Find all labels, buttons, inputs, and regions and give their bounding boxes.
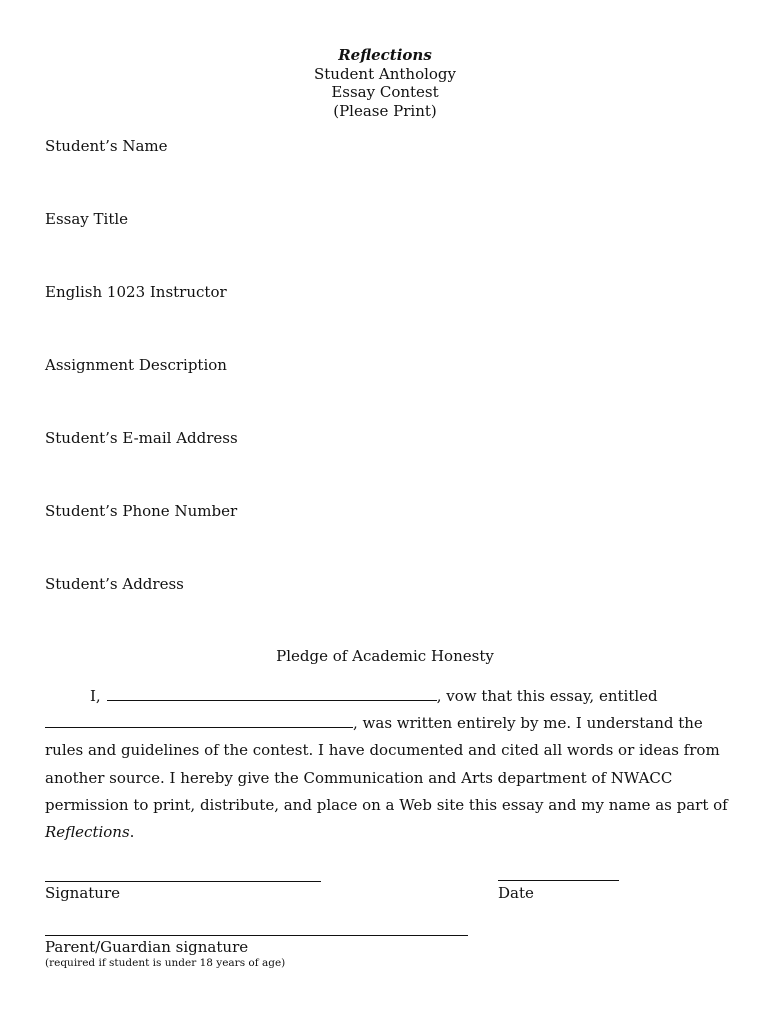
parent-signature-label: Parent/Guardian signature bbox=[45, 938, 249, 956]
email-label: Student’s E-mail Address bbox=[45, 429, 238, 447]
form-header bbox=[0, 46, 770, 120]
pledge-publication-name: Reflections bbox=[45, 823, 130, 842]
student-name-blank bbox=[107, 686, 437, 701]
assignment-description-label: Assignment Description bbox=[45, 356, 227, 374]
signature-label: Signature bbox=[45, 884, 121, 902]
form-subtitle-print: (Please Print) bbox=[333, 101, 437, 120]
pledge-vow-text: , vow that this essay, entitled bbox=[436, 687, 658, 705]
pledge-paragraph bbox=[45, 683, 735, 846]
pledge-i: I, bbox=[90, 687, 101, 705]
pledge-title: Pledge of Academic Honesty bbox=[276, 647, 494, 665]
pledge-written-text: , was written entirely by me. I understand the rules and guidelines of the contest. I have documented and cited all words or ideas from another source. I hereby give the Communication and Arts department of NWACC permission to print, distribute, and place on a Web site this essay and my name as part of bbox=[45, 714, 728, 814]
form-subtitle-anthology: Student Anthology bbox=[313, 64, 457, 83]
date-line bbox=[498, 880, 619, 881]
essay-title-label: Essay Title bbox=[45, 210, 129, 228]
date-label: Date bbox=[498, 884, 534, 902]
signature-line bbox=[45, 881, 321, 882]
pledge-period: . bbox=[129, 823, 135, 842]
essay-title-blank bbox=[45, 713, 353, 728]
form-title: Reflections bbox=[338, 46, 432, 64]
parent-signature-note: (required if student is under 18 years of age) bbox=[45, 957, 286, 969]
phone-label: Student’s Phone Number bbox=[45, 502, 238, 520]
form-subtitle-contest: Essay Contest bbox=[331, 83, 439, 101]
address-label: Student’s Address bbox=[45, 575, 184, 593]
parent-signature-line bbox=[45, 935, 468, 936]
student-name-label: Student’s Name bbox=[45, 137, 168, 155]
instructor-label: English 1023 Instructor bbox=[45, 283, 227, 301]
